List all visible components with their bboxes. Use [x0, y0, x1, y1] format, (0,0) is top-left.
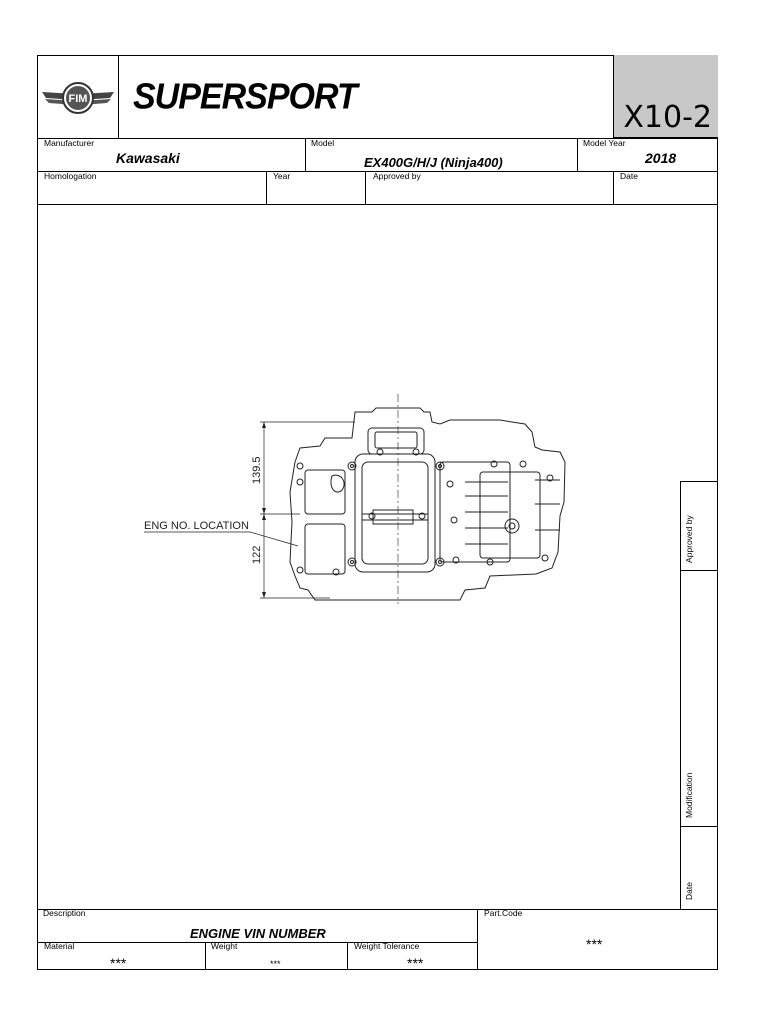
eng-no-location-label: ENG NO. LOCATION: [144, 520, 249, 532]
material-label: Material: [44, 941, 75, 951]
divider: [577, 138, 578, 171]
side-modification-label: Modification: [684, 772, 694, 818]
divider: [305, 138, 306, 171]
divider: [477, 909, 478, 970]
dim-bottom-label: 122: [251, 545, 263, 564]
manufacturer-value: Kawasaki: [116, 150, 180, 166]
approved-by-label: Approved by: [373, 171, 421, 181]
fim-logo: [40, 70, 116, 130]
dim-top-label: 139.5: [251, 456, 263, 484]
date-label: Date: [620, 171, 638, 181]
side-date-label: Date: [684, 882, 694, 900]
engine-drawing: [140, 392, 580, 607]
divider: [680, 481, 718, 482]
divider: [266, 171, 267, 204]
year-label: Year: [273, 171, 291, 181]
divider: [347, 942, 348, 970]
divider: [680, 481, 681, 909]
part-code-label: Part.Code: [484, 908, 523, 918]
divider: [37, 909, 718, 910]
weight-value: ***: [270, 959, 281, 969]
manufacturer-label: Manufacturer: [44, 138, 95, 148]
divider: [680, 570, 718, 571]
fim-logo-icon: [40, 70, 116, 130]
divider: [613, 171, 614, 204]
engine-crankcase-drawing: [140, 392, 580, 607]
divider: [680, 826, 718, 827]
model-year-label: Model Year: [583, 138, 626, 148]
weight-label: Weight: [211, 941, 238, 951]
model-year-value: 2018: [645, 150, 677, 166]
homologation-label: Homologation: [44, 171, 97, 181]
divider: [118, 55, 119, 138]
divider: [365, 171, 366, 204]
material-value: ***: [110, 955, 127, 971]
divider: [37, 204, 718, 205]
sheet-code: X10-2: [623, 100, 712, 135]
part-code-value: ***: [586, 936, 603, 952]
weight-tolerance-value: ***: [407, 955, 424, 971]
model-label: Model: [311, 138, 335, 148]
code-box: [613, 55, 718, 138]
page-title: SUPERSPORT: [133, 77, 357, 117]
logo-text: FIM: [68, 93, 88, 105]
weight-tolerance-label: Weight Tolerance: [354, 941, 420, 951]
description-value: ENGINE VIN NUMBER: [190, 926, 326, 941]
model-value: EX400G/H/J (Ninja400): [364, 155, 503, 170]
divider: [205, 942, 206, 970]
description-label: Description: [43, 908, 86, 918]
side-approved-by-label: Approved by: [684, 515, 694, 563]
